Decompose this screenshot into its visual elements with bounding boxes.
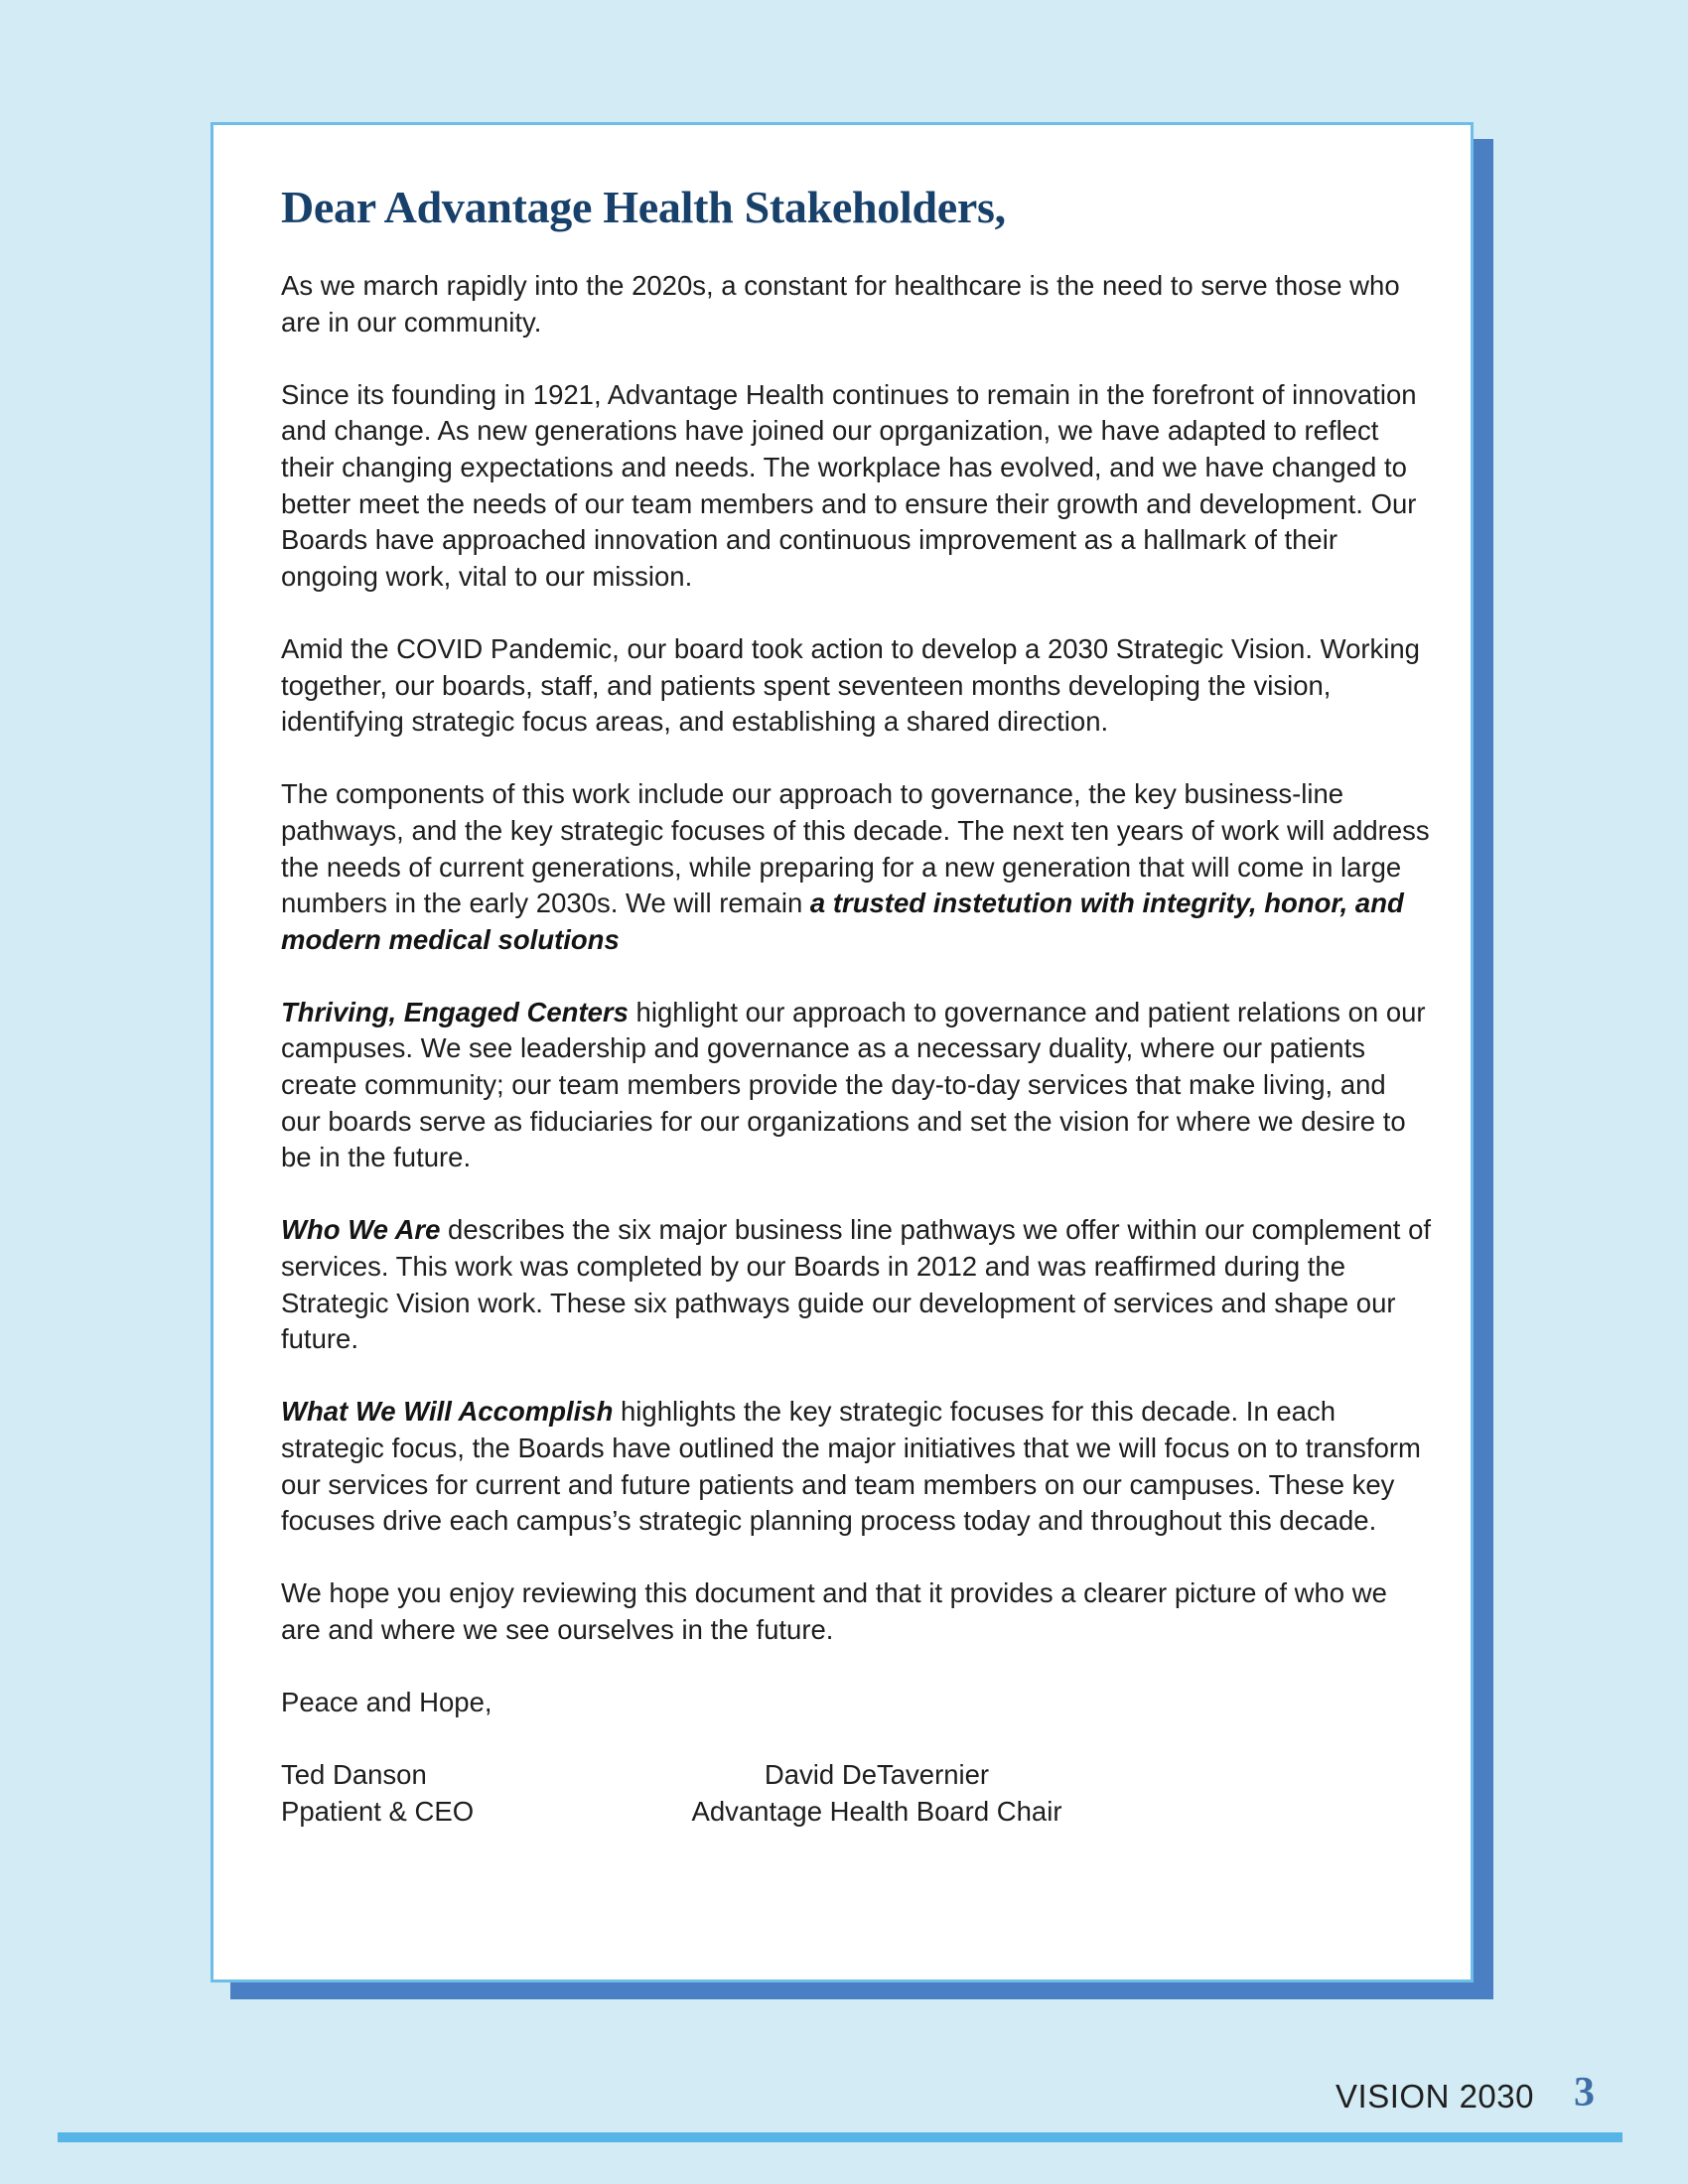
paragraph-who-we-are xyxy=(281,1212,1433,1357)
letter-card xyxy=(211,122,1474,1982)
letter-body xyxy=(281,177,1433,1831)
signer-title: Advantage Health Board Chair xyxy=(691,1795,1062,1827)
signer-name: Ted Danson xyxy=(281,1759,427,1791)
who-we-are-text: describes the six major business line pathways we offer within our complement of services. This work was completed by our Boards in 2012 and was reaffirmed during the Strategic Vision work. These six pathways guide our development of services and shape our future. xyxy=(281,1214,1432,1355)
thriving-centers-lead: Thriving, Engaged Centers xyxy=(281,996,629,1027)
paragraph-founding: Since its founding in 1921, Advantage Health continues to remain in the forefront of innovation and change. As new generations have joined our oprganization, we have adapted to reflect their changing expectations and needs. The workplace has evolved, and we have changed to better meet the needs of our team members and to ensure their growth and development. Our Boards have approached innovation and continuous improvement as a hallmark of their ongoing work, vital to our mission. xyxy=(281,378,1417,592)
signer-title: Ppatient & CEO xyxy=(281,1795,475,1827)
signer-name: David DeTavernier xyxy=(764,1759,990,1791)
paragraph-closing-hope: We hope you enjoy reviewing this document and that it provides a clearer picture of who we are and where we see ourselves in the future. xyxy=(281,1577,1387,1645)
footer-title: VISION 2030 xyxy=(1336,2078,1534,2115)
paragraph-what-we-will-accomplish xyxy=(281,1394,1433,1539)
closing-salutation: Peace and Hope, xyxy=(281,1687,492,1718)
signature-block xyxy=(281,1757,1433,1831)
letter-heading: Dear Advantage Health Stakeholders, xyxy=(281,182,1006,232)
components-text: The components of this work include our approach to governance, the key business-line pathways, and the key strategic focuses of this decade. The next ten years of work will address the needs of current generations, while preparing for a new generation that will come in large numbers in the early 2030s. We will remain xyxy=(281,778,1430,919)
thriving-centers-text: highlight our approach to governance and patient relations on our campuses. We see leadership and governance as a necessary duality, where our patients create community; our team members provide the day-to-day services that make living, and our boards serve as fiduciaries for our organizations and set the vision for where we desire to be in the future. xyxy=(281,996,1426,1173)
footer-rule xyxy=(58,2132,1622,2142)
paragraph-components xyxy=(281,776,1433,958)
paragraph-intro: As we march rapidly into the 2020s, a constant for healthcare is the need to serve those who are in our community. xyxy=(281,270,1400,338)
page-number: 3 xyxy=(1574,2070,1595,2116)
components-emphasis: a trusted instetution with integrity, honor, and modern medical solutions xyxy=(281,887,1404,955)
paragraph-strategic-vision: Amid the COVID Pandemic, our board took action to develop a 2030 Strategic Vision. Working together, our boards, staff, and patients spent seventeen months developing the vision, identifying strategic focus areas, and establishing a shared direction. xyxy=(281,632,1420,738)
accomplish-text: highlights the key strategic focuses for this decade. In each strategic focus, the Boards have outlined the major initiatives that we will focus on to transform our services for current and future patients and team members on our campuses. These key focuses drive each campus’s strategic planning process today and throughout this decade. xyxy=(281,1396,1421,1537)
accomplish-lead: What We Will Accomplish xyxy=(281,1396,614,1428)
who-we-are-lead: Who We Are xyxy=(281,1214,441,1246)
paragraph-thriving-centers xyxy=(281,995,1433,1176)
signature-ceo xyxy=(281,1757,474,1830)
signature-board-chair xyxy=(678,1757,1075,1830)
